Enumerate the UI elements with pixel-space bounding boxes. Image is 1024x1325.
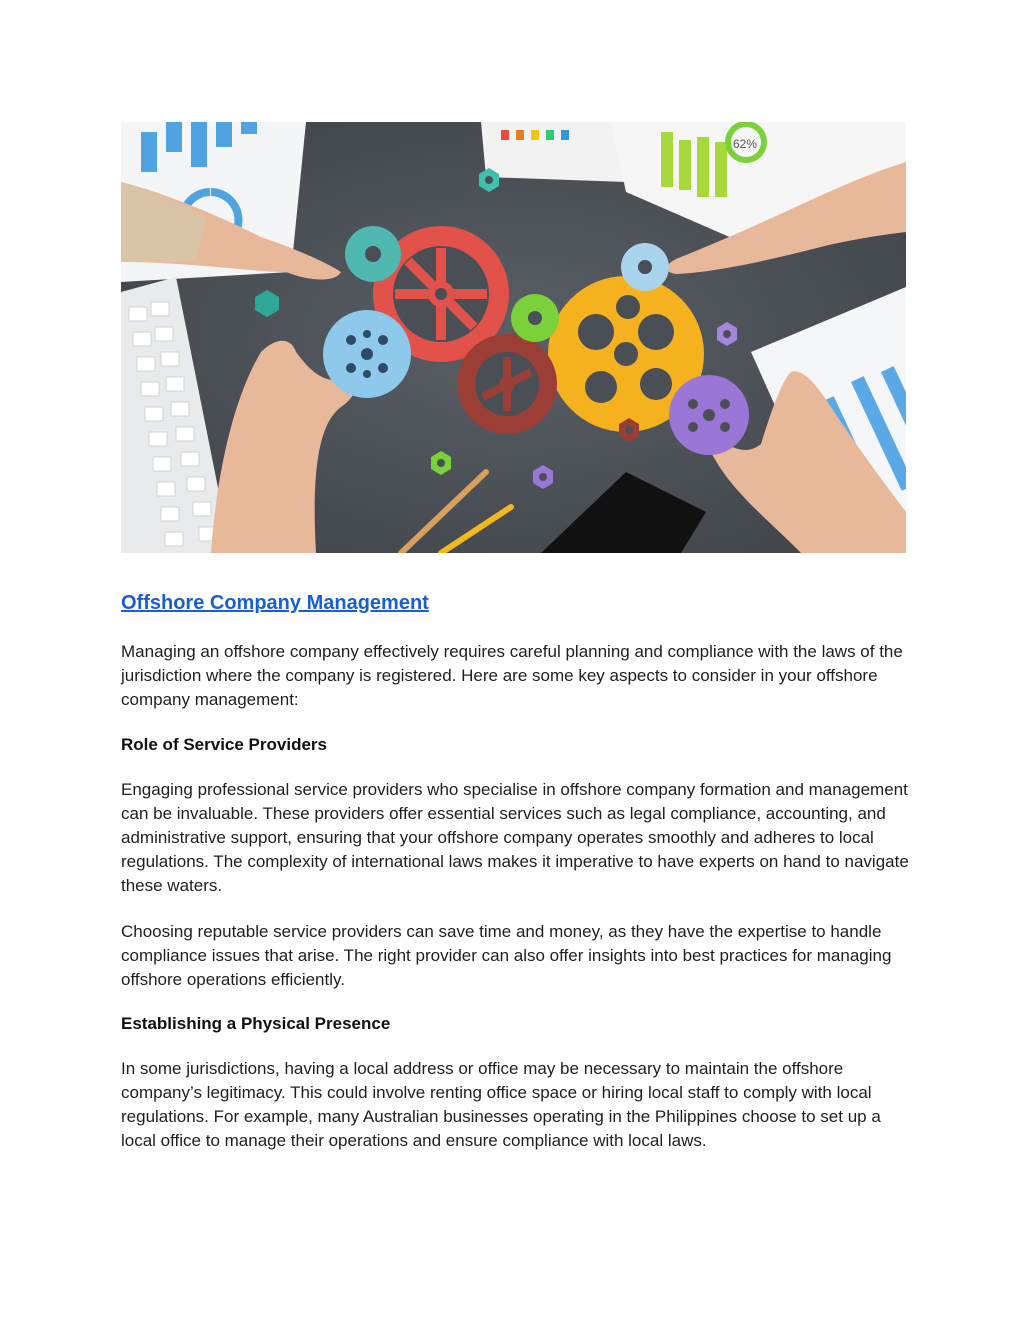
gear-purple <box>669 375 749 455</box>
page-title-link[interactable]: Offshore Company Management <box>121 592 429 614</box>
gear-blue-small <box>621 243 669 291</box>
hero-image <box>121 122 906 553</box>
section-heading-service-providers: Role of Service Providers <box>121 735 327 754</box>
service-providers-paragraph-2: Choosing reputable service providers can save time and money, as they have the expertise to handle compliance issues that arise. The right provider can also offer insights into best practices for managing offshore operations efficiently. <box>121 922 892 989</box>
service-providers-paragraph-1: Engaging professional service providers who specialise in offshore company formation and management can be invaluable. These providers offer essential services such as legal compliance, accounting, and administrative support, ensuring that your offshore company operates smoothly and adheres to local regulations. The complexity of international laws makes it imperative to have experts on hand to navigate these waters. <box>121 780 909 895</box>
gears-teamwork-photo-icon <box>121 122 906 553</box>
section-heading-physical-presence: Establishing a Physical Presence <box>121 1014 391 1033</box>
physical-presence-paragraph: In some jurisdictions, having a local address or office may be necessary to maintain the offshore company’s legitimacy. This could involve renting office space or hiring local staff to comply with local regulations. For example, many Australian businesses operating in the Philippines choose to set up a local office to manage their operations and ensure compliance with local laws. <box>121 1059 881 1150</box>
gear-teal <box>345 226 401 282</box>
gear-blue-left <box>323 310 411 398</box>
intro-paragraph: Managing an offshore company effectively requires careful planning and compliance with the laws of the jurisdiction where the company is registered. Here are some key aspects to consider in your offshore company management: <box>121 642 903 709</box>
chart-percent-label: 62% <box>733 137 758 151</box>
gear-brown <box>457 334 557 434</box>
gear-green <box>511 294 559 342</box>
